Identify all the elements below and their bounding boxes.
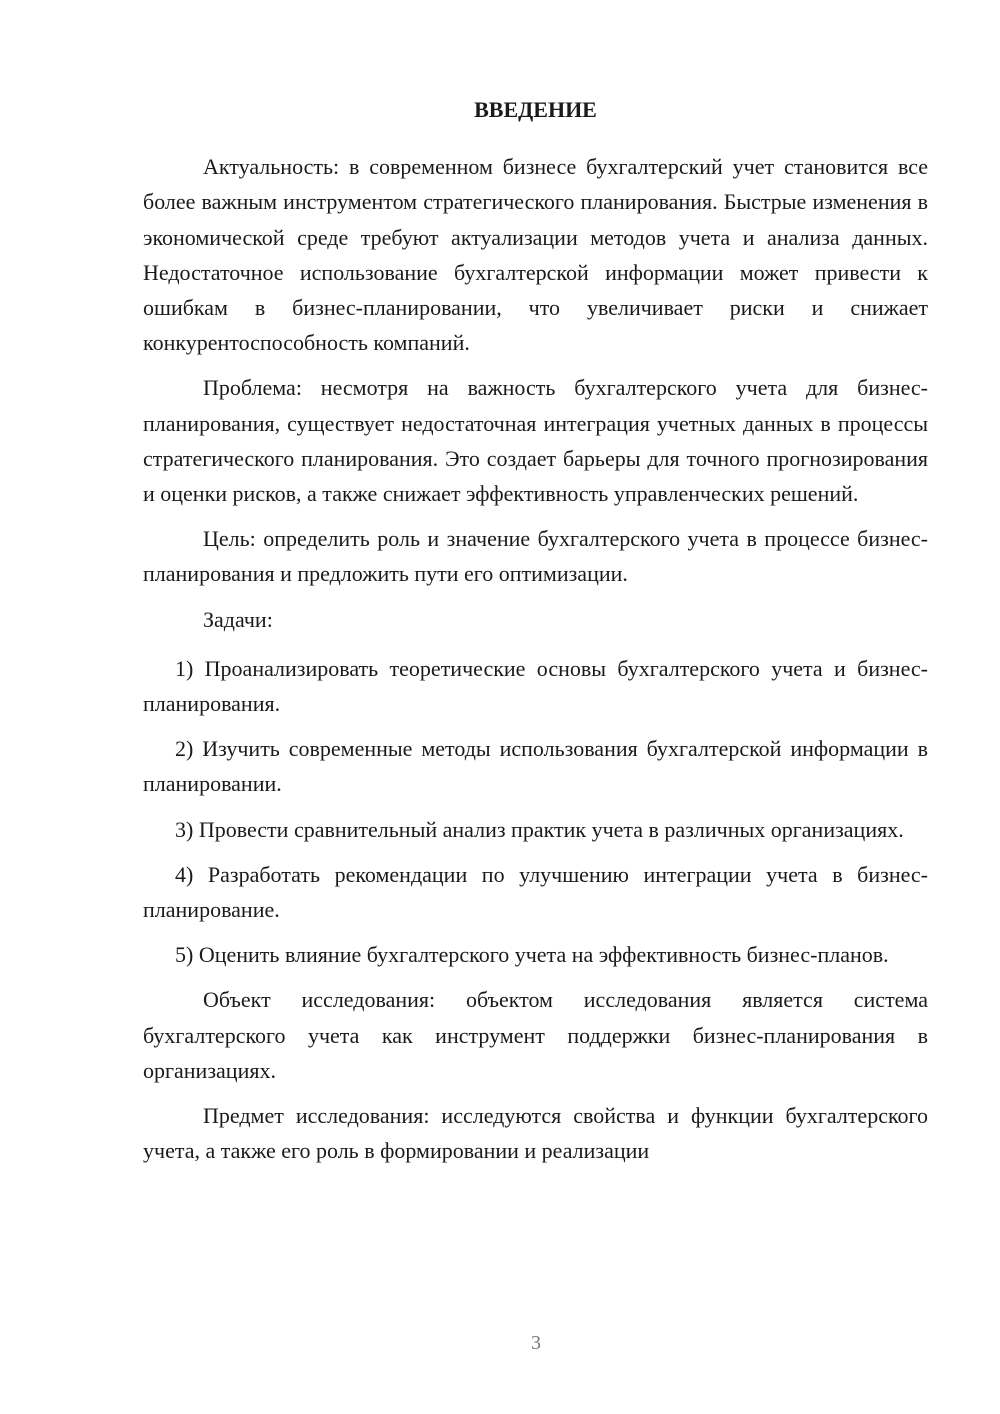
tasks-list: [143, 651, 928, 973]
task-item: 4) Разработать рекомендации по улучшению интеграции учета в бизнес-планирование.: [143, 861, 928, 923]
tasks-label: Задачи:: [203, 606, 273, 632]
goal-paragraph: Цель: определить роль и значение бухгалтерского учета в процессе бизнес-планирования и предложить пути его оптимизации.: [143, 526, 928, 587]
relevance-paragraph: Актуальность: в современном бизнесе бухгалтерский учет становится все более важным инструментом стратегического планирования. Быстрые изменения в экономической среде требуют актуализации методов учета и анализа данных. Недостаточное использование бухгалтерской информации может привести к ошибкам в бизнес-планировании, что увеличивает риски и снижает конкурентоспособность компаний.: [143, 154, 928, 356]
document-page: [143, 92, 928, 1178]
object-paragraph: Объект исследования: объектом исследования является система бухгалтерского учета как инструмент поддержки бизнес-планирования в организациях.: [143, 987, 928, 1083]
task-item: 1) Проанализировать теоретические основы бухгалтерского учета и бизнес-планирования.: [143, 655, 928, 717]
problem-paragraph: Проблема: несмотря на важность бухгалтерского учета для бизнес-планирования, существует недостаточная интеграция учетных данных в процессы стратегического планирования. Это создает барьеры для точного прогнозирования и оценки рисков, а также снижает эффективность управленческих решений.: [143, 375, 928, 507]
task-item: 2) Изучить современные методы использования бухгалтерской информации в планировании.: [143, 736, 928, 797]
task-item: 3) Провести сравнительный анализ практик учета в различных организациях.: [175, 816, 904, 842]
task-item: 5) Оценить влияние бухгалтерского учета на эффективность бизнес-планов.: [175, 942, 889, 968]
subject-paragraph: Предмет исследования: исследуются свойства и функции бухгалтерского учета, а также его роль в формировании и реализации: [143, 1103, 928, 1164]
page-number: 3: [531, 1332, 541, 1354]
section-heading: ВВЕДЕНИЕ: [474, 97, 597, 122]
